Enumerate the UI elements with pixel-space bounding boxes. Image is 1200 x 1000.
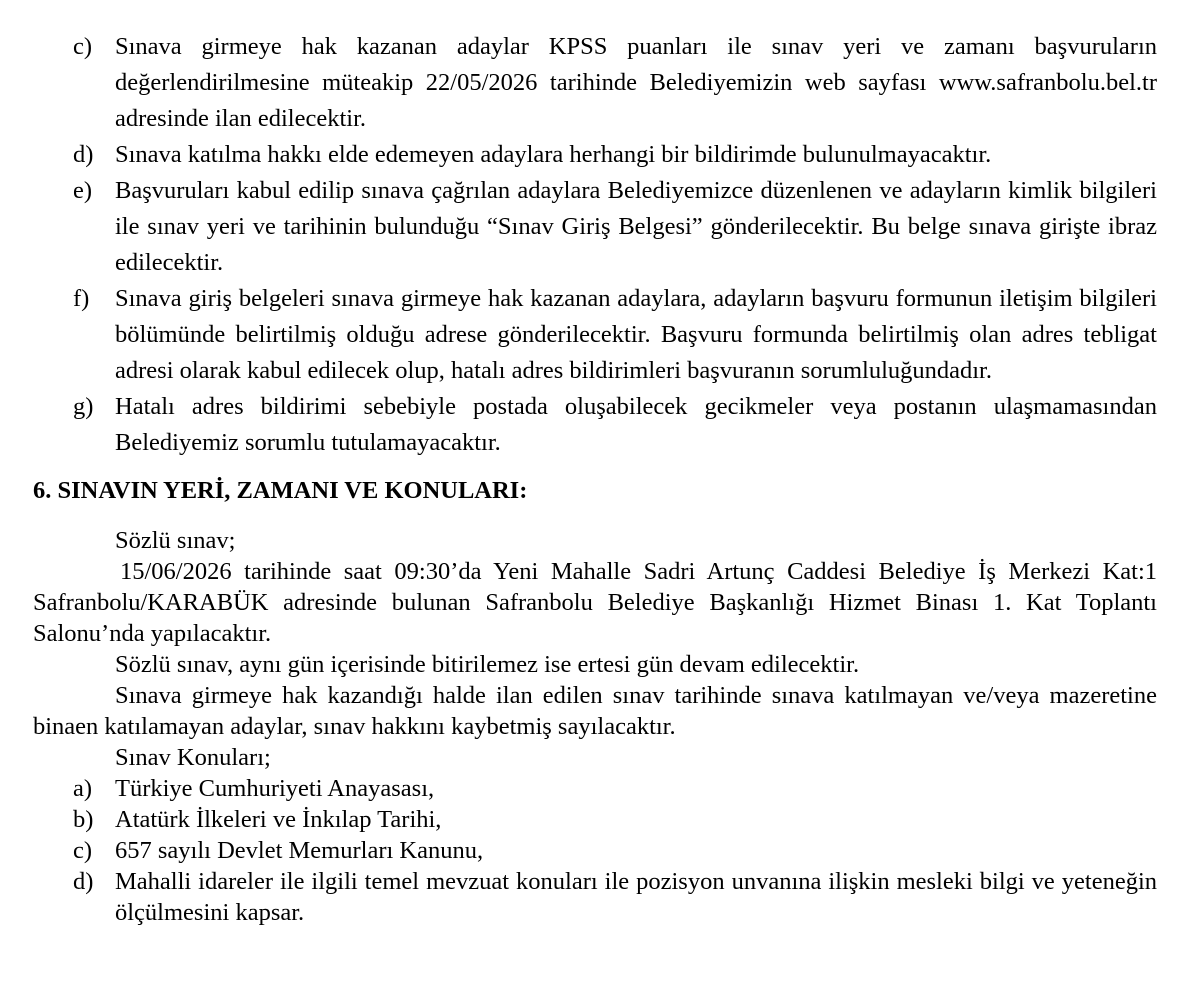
list-marker: c) xyxy=(73,33,93,60)
continuation-note: Sözlü sınav, aynı gün içerisinde bitirilemez ise ertesi gün devam edilecektir. xyxy=(115,651,860,678)
list-text: Hatalı adres bildirimi sebebiyle postada oluşabilecek gecikmeler veya postanın ulaşmamasından Belediyemiz sorumlu tutulamayacaktır. xyxy=(115,393,1157,456)
list-marker: f) xyxy=(73,285,90,312)
list-text: 657 sayılı Devlet Memurları Kanunu, xyxy=(115,837,484,864)
topics-list xyxy=(33,773,1157,928)
section-heading: 6. SINAVIN YERİ, ZAMANI VE KONULARI: xyxy=(33,477,528,504)
list-marker: a) xyxy=(73,775,93,802)
list-text: Başvuruları kabul edilip sınava çağrılan adaylara Belediyemizce düzenlenen ve adayların kimlik bilgileri ile sınav yeri ve tarihinin bulunduğu “Sınav Giriş Belgesi” gönderilecektir. Bu belge sınava girişte ibraz edilecektir. xyxy=(115,177,1157,276)
list-marker: g) xyxy=(73,393,94,420)
list-marker: e) xyxy=(73,177,93,204)
list-marker: d) xyxy=(73,868,94,895)
topic-item-d xyxy=(33,866,1157,928)
oral-exam-detail: 15/06/2026 tarihinde saat 09:30’da Yeni Mahalle Sadri Artunç Caddesi Belediye İş Merkezi Kat:1 Safranbolu/KARABÜK adresinde bulunan Safranbolu Belediye Başkanlığı Hizmet Binası 1. Kat Toplantı Salonu’nda yapılacaktır. xyxy=(33,558,1157,647)
oral-exam-label: Sözlü sınav; xyxy=(115,527,236,554)
list-text: Atatürk İlkeleri ve İnkılap Tarihi, xyxy=(115,806,442,833)
document-page xyxy=(33,29,1157,928)
list-text: Mahalli idareler ile ilgili temel mevzuat konuları ile pozisyon unvanına ilişkin mesleki bilgi ve yeteneğin ölçülmesini kapsar. xyxy=(115,868,1157,926)
list-item-d xyxy=(33,137,1157,173)
topics-label: Sınav Konuları; xyxy=(115,744,271,771)
list-item-c xyxy=(33,29,1157,137)
list-text: Sınava giriş belgeleri sınava girmeye hak kazanan adaylara, adayların başvuru formunun iletişim bilgileri bölümünde belirtilmiş olduğu adrese gönderilecektir. Başvuru formunda belirtilmiş olan adres tebligat adresi olarak kabul edilecek olup, hatalı adres bildirimleri başvuranın sorumluluğundadır. xyxy=(115,285,1157,384)
topic-item-b xyxy=(33,804,1157,835)
list-item-g xyxy=(33,389,1157,461)
topic-item-a xyxy=(33,773,1157,804)
list-text: Türkiye Cumhuriyeti Anayasası, xyxy=(115,775,435,802)
list-marker: b) xyxy=(73,806,94,833)
topic-item-c xyxy=(33,835,1157,866)
absence-rule: Sınava girmeye hak kazandığı halde ilan edilen sınav tarihinde sınava katılmayan ve/veya mazeretine binaen katılamayan adaylar, sınav hakkını kaybetmiş sayılacaktır. xyxy=(33,682,1157,740)
list-item-e xyxy=(33,173,1157,281)
list-marker: c) xyxy=(73,837,93,864)
list-item-f xyxy=(33,281,1157,389)
list-marker: d) xyxy=(73,141,94,168)
list-text: Sınava katılma hakkı elde edemeyen adaylara herhangi bir bildirimde bulunulmayacaktır. xyxy=(115,141,992,168)
list-text: Sınava girmeye hak kazanan adaylar KPSS puanları ile sınav yeri ve zamanı başvuruların değerlendirilmesine müteakip 22/05/2026 tarihinde Belediyemizin web sayfası www.safranbolu.bel.tr adresinde ilan edilecektir. xyxy=(115,33,1157,132)
